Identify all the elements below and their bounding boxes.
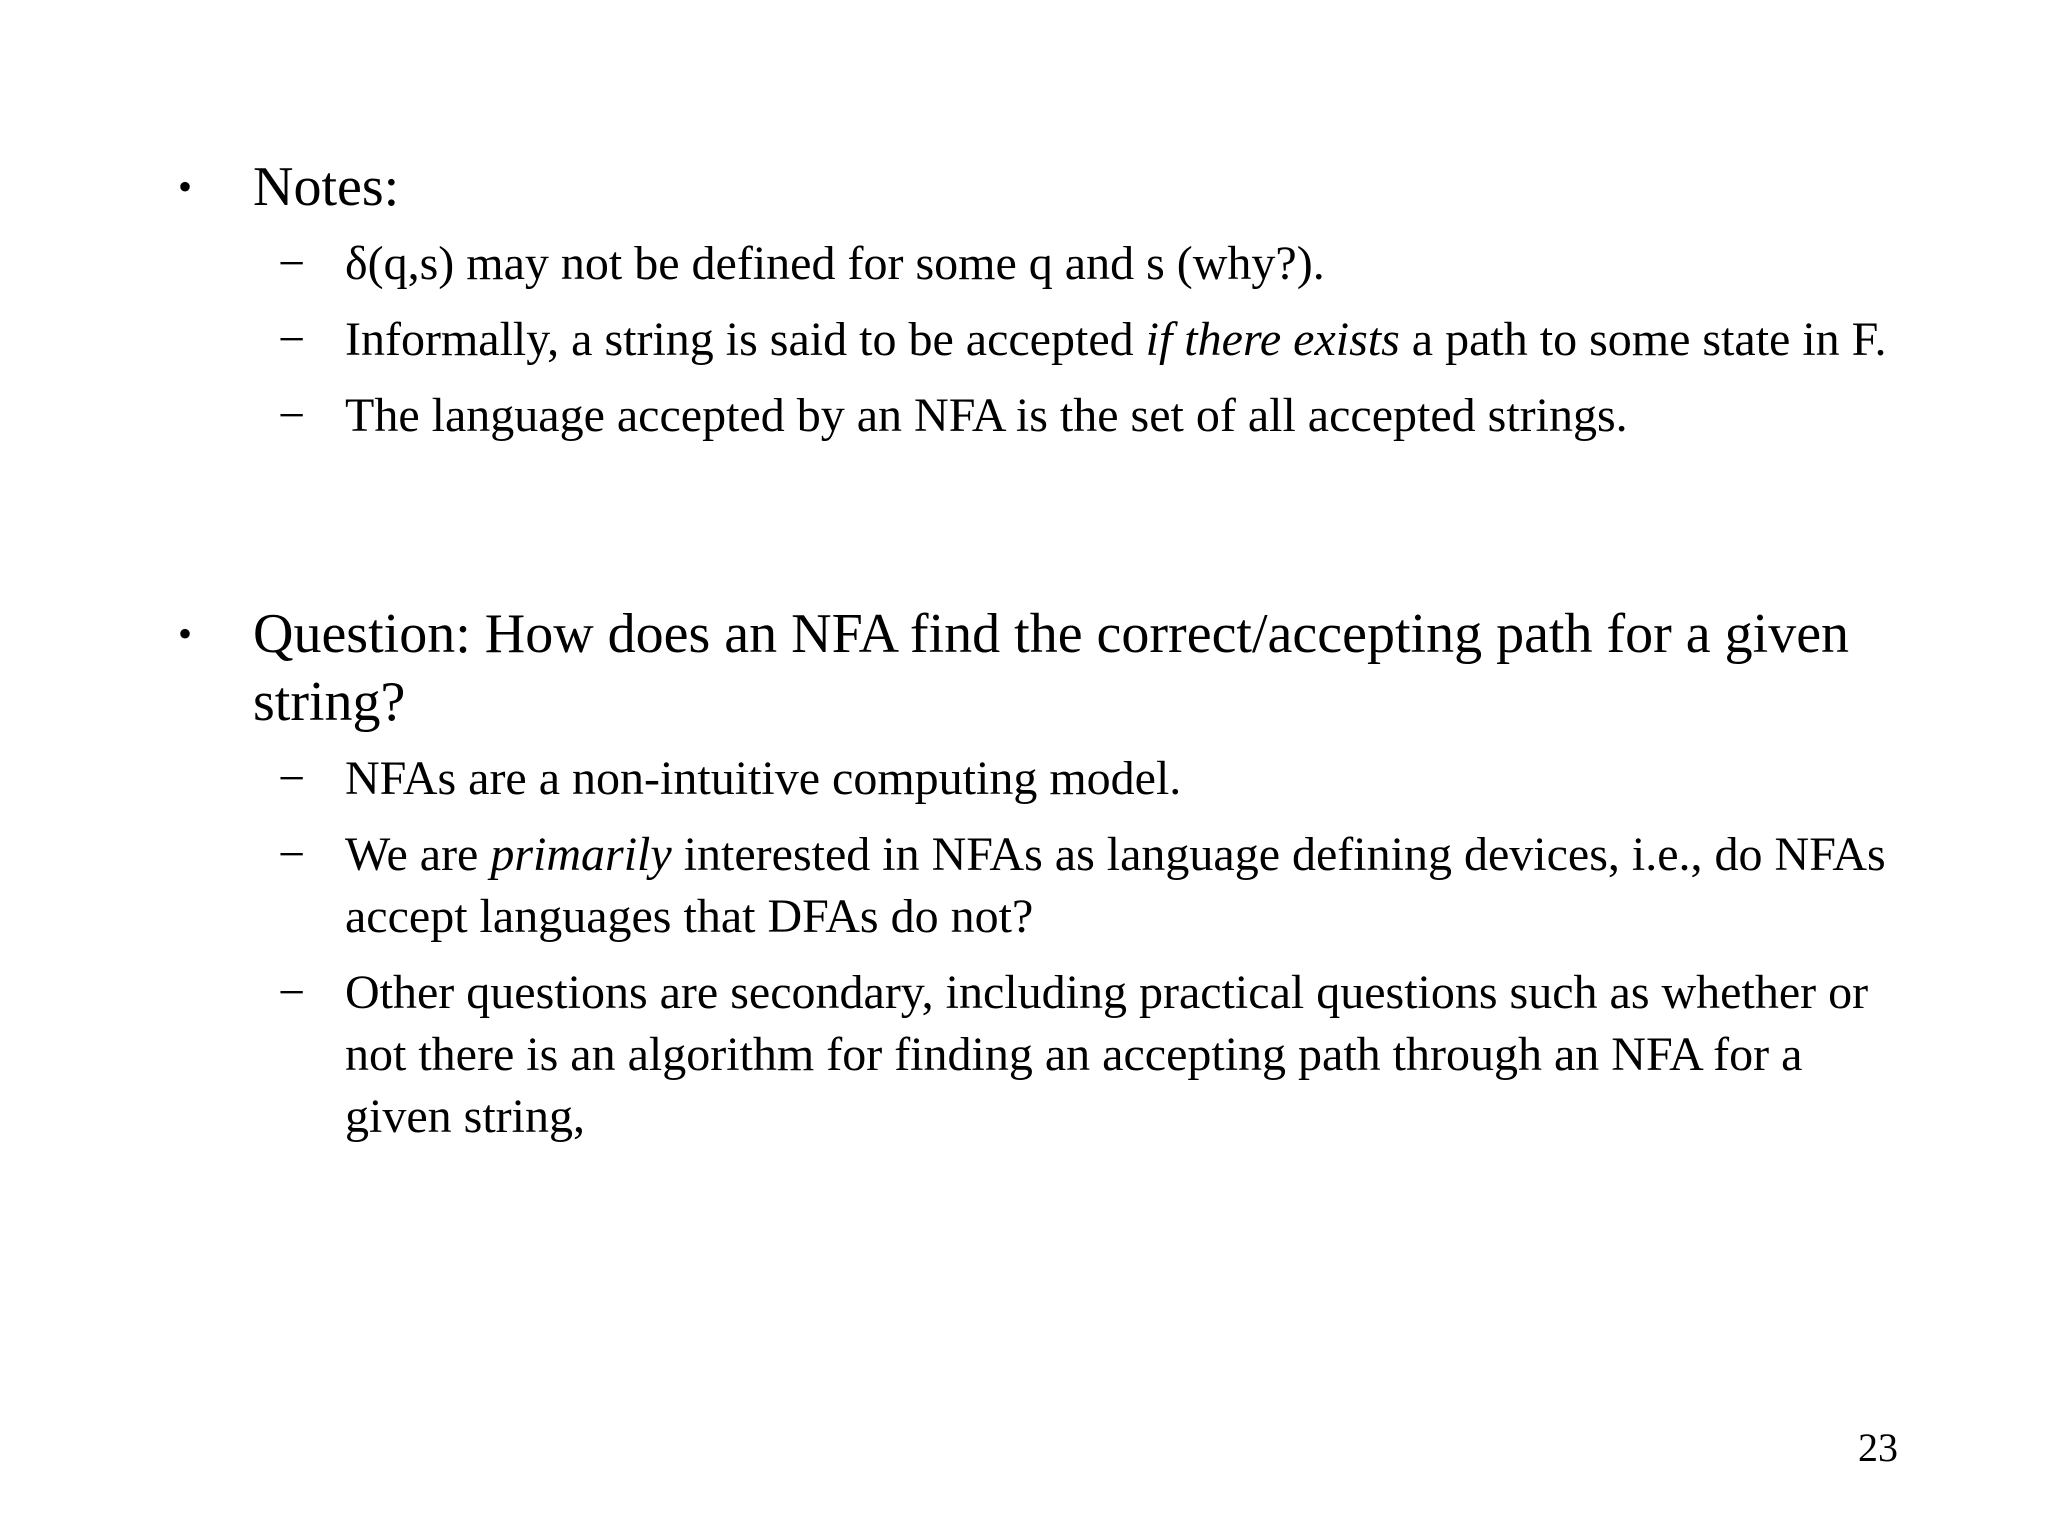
bullet-question bbox=[0, 600, 2048, 1162]
sub-item bbox=[0, 233, 2048, 295]
sub-list bbox=[0, 748, 2048, 1148]
dash-marker: − bbox=[278, 313, 306, 366]
bullet-row bbox=[0, 153, 2048, 221]
bullet-text: Question: How does an NFA find the correct/accepting path for a given string? bbox=[253, 603, 1850, 733]
dash-marker: − bbox=[278, 828, 306, 881]
sub-item-emphasis: primarily bbox=[490, 828, 672, 881]
sub-item-text bbox=[345, 828, 1886, 943]
sub-item-text-end: a path to some state in F. bbox=[1399, 313, 1887, 366]
sub-item-text: The language accepted by an NFA is the set of all accepted strings. bbox=[345, 389, 1628, 442]
sub-list bbox=[0, 233, 2048, 447]
sub-item-text bbox=[345, 313, 1887, 366]
dash-marker: − bbox=[278, 752, 306, 805]
sub-item-text-end: interested in NFAs as language defining devices, i.e., do NFAs accept languages that DFAs do not? bbox=[345, 828, 1886, 943]
bullet-marker: • bbox=[178, 611, 193, 656]
dash-marker: − bbox=[278, 966, 306, 1019]
sub-item-text: δ(q,s) may not be defined for some q and s (why?). bbox=[345, 237, 1325, 290]
bullet-marker: • bbox=[178, 164, 193, 209]
sub-item-text: Other questions are secondary, including practical questions such as whether or not there is an algorithm for finding an accepting path through an NFA for a given string, bbox=[345, 966, 1869, 1143]
dash-marker: − bbox=[278, 389, 306, 442]
sub-item-text-start: We are bbox=[345, 828, 491, 881]
dash-marker: − bbox=[278, 237, 306, 290]
sub-item-emphasis: if there exists bbox=[1145, 313, 1400, 366]
sub-item-text-start: Informally, a string is said to be accepted bbox=[345, 313, 1146, 366]
sub-item bbox=[0, 962, 2048, 1148]
sub-item bbox=[0, 824, 2048, 948]
bullet-text: Notes: bbox=[253, 156, 400, 218]
page-number: 23 bbox=[1858, 1425, 1898, 1470]
bullet-notes bbox=[0, 153, 2048, 461]
sub-item bbox=[0, 748, 2048, 810]
sub-item bbox=[0, 309, 2048, 371]
sub-item-text: NFAs are a non-intuitive computing model. bbox=[345, 752, 1182, 805]
sub-item bbox=[0, 385, 2048, 447]
bullet-row bbox=[0, 600, 2048, 736]
